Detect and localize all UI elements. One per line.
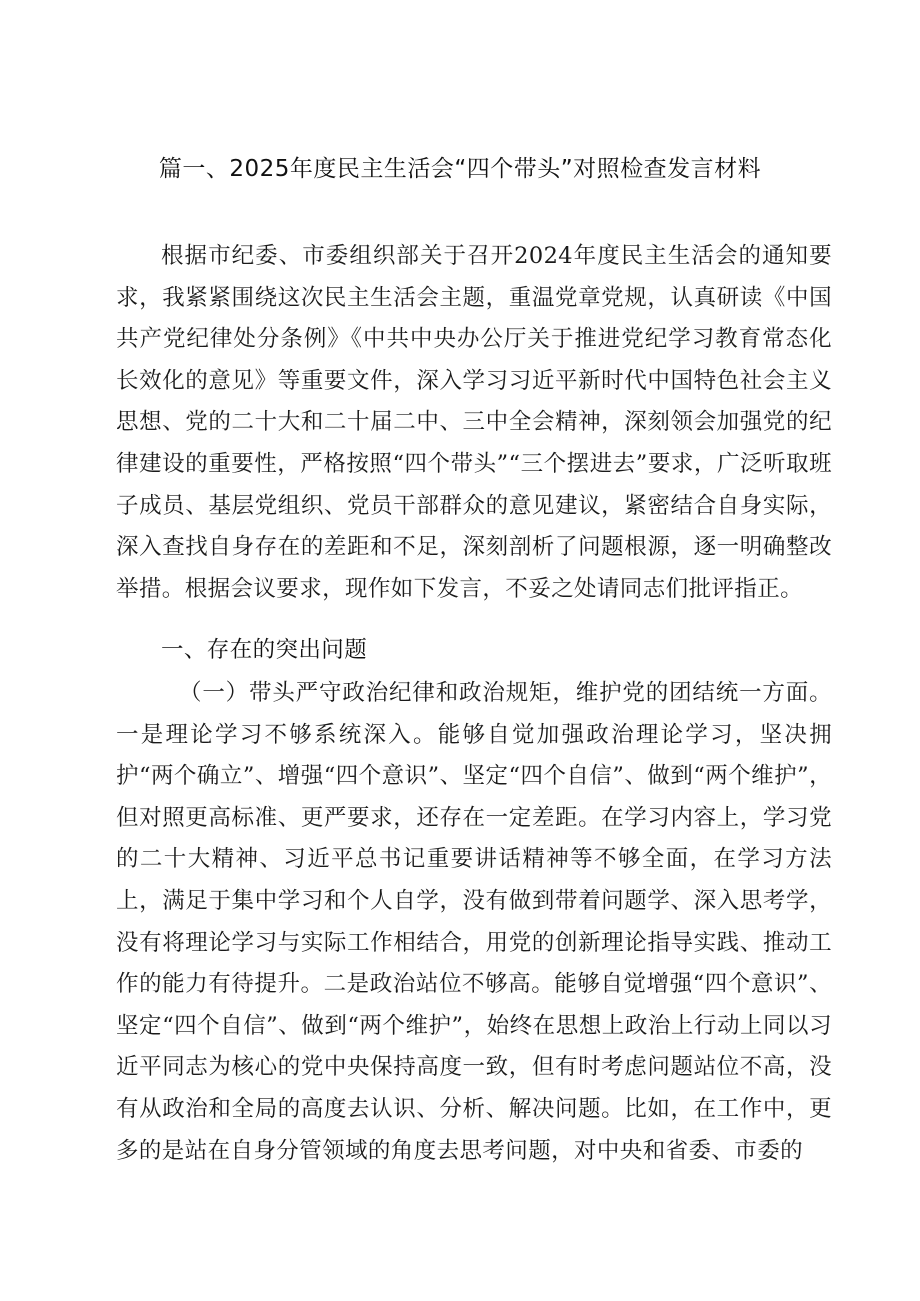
document-title: 篇一、2025年度民主生活会“四个带头”对照检查发言材料	[158, 156, 762, 182]
section-paragraph: （一）带头严守政治纪律和政治规矩，维护党的团结统一方面。一是理论学习不够系统深入。能够自觉加强政治理论学习，坚决拥护“两个确立”、增强“四个意识”、坚定“四个自信”、做到“两个维护”，但对照更高标准、更严要求，还存在一定差距。在学习内容上，学习党的二十大精神、习近平总书记重要讲话精神等不够全面，在学习方法上，满足于集中学习和个人自学，没有做到带着问题学、深入思考学，没有将理论学习与实际工作相结合，用党的创新理论指导实践、推动工作的能力有待提升。二是政治站位不够高。能够自觉增强“四个意识”、坚定“四个自信”、做到“两个维护”，始终在思想上政治上行动上同以习近平同志为核心的党中央保持高度一致，但有时考虑问题站位不高，没有从政治和全局的高度去认识、分析、解决问题。比如，在工作中，更多的是站在自身分管领域的角度去思考问题，对中央和省委、市委的	[116, 680, 832, 1164]
intro-paragraph: 根据市纪委、市委组织部关于召开2024年度民主生活会的通知要求，我紧紧围绕这次民主生活会主题，重温党章党规，认真研读《中国共产党纪律处分条例》《中共中央办公厅关于推进党纪学习教育常态化长效化的意见》等重要文件，深入学习习近平新时代中国特色社会主义思想、党的二十大和二十届二中、三中全会精神，深刻领会加强党的纪律建设的重要性，严格按照“四个带头”“三个摆进去”要求，广泛听取班子成员、基层党组织、党员干部群众的意见建议，紧密结合自身实际，深入查找自身存在的差距和不足，深刻剖析了问题根源，逐一明确整改举措。根据会议要求，现作如下发言，不妥之处请同志们批评指正。	[116, 243, 832, 602]
section-heading: 一、存在的突出问题	[161, 637, 368, 663]
